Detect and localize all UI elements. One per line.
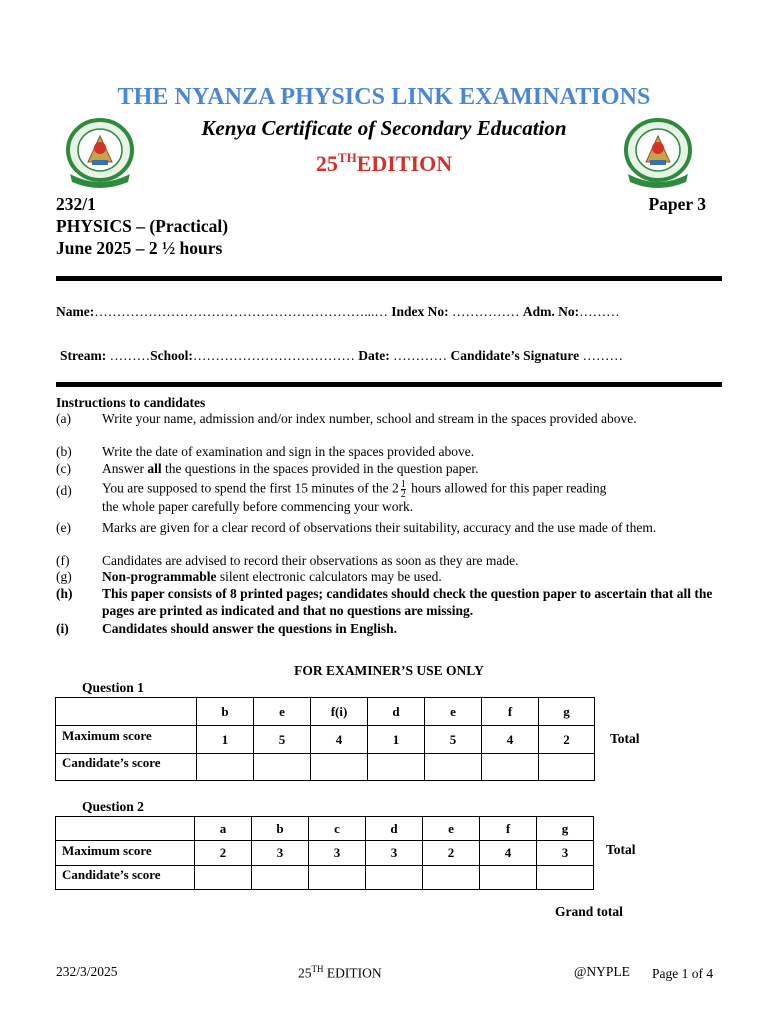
- candidate-score-label: Candidate’s score: [56, 754, 197, 781]
- max-score-cell: 5: [425, 726, 482, 754]
- max-score-cell: 3: [309, 841, 366, 866]
- divider-top: [56, 276, 722, 281]
- instruction-key: (b): [56, 444, 72, 459]
- max-score-cell: 3: [252, 841, 309, 866]
- signature-field[interactable]: ………: [582, 348, 624, 363]
- table-row: [56, 817, 594, 841]
- instruction-text: Non-programmable silent electronic calculators may be used.: [102, 569, 442, 584]
- candidate-fields-row-2: [60, 348, 623, 364]
- table-row: [56, 726, 595, 754]
- edition-number: 25: [315, 151, 338, 176]
- index-field[interactable]: ……………: [452, 304, 520, 319]
- max-score-cell: 2: [195, 841, 252, 866]
- instruction-text: Candidates should answer the questions in English.: [102, 621, 397, 636]
- instruction-text: You are supposed to spend the first 15 minutes of the 2 $\frac{1}{2}$ hours allowed for this paper reading the whole paper carefully before commencing your work.: [102, 479, 607, 514]
- instruction-key: (i): [56, 621, 69, 636]
- instruction-text: Write your name, admission and/or index number, school and stream in the spaces provided above.: [102, 411, 637, 426]
- date-field[interactable]: …………: [393, 348, 448, 363]
- max-score-cell: 4: [480, 841, 537, 866]
- part-header: e: [425, 698, 482, 726]
- table-row: [56, 698, 595, 726]
- part-header: d: [366, 817, 423, 841]
- max-score-cell: 3: [537, 841, 594, 866]
- candidate-score-cell[interactable]: [309, 866, 366, 890]
- instruction-text: Marks are given for a clear record of observations their suitability, accuracy and the use made of them.: [102, 520, 657, 535]
- instruction-item: [56, 553, 726, 570]
- school-crest-left-icon: [62, 116, 138, 192]
- question-2-score-table: [55, 816, 594, 890]
- instruction-key: (a): [56, 411, 71, 426]
- instruction-item: [56, 411, 726, 444]
- table-row: [56, 841, 594, 866]
- grand-total-label: Grand total: [555, 904, 623, 919]
- instruction-key: (e): [56, 520, 71, 535]
- part-header: g: [539, 698, 595, 726]
- candidate-score-cell[interactable]: [197, 754, 254, 781]
- candidate-score-cell[interactable]: [195, 866, 252, 890]
- adm-label: Adm. No:: [522, 304, 580, 319]
- instruction-text: Answer all the questions in the spaces provided in the question paper.: [102, 461, 479, 476]
- school-field[interactable]: ………………………………: [192, 348, 355, 363]
- instruction-item: [56, 569, 726, 586]
- footer-code: 232/3/2025: [56, 964, 118, 979]
- max-score-cell: 5: [254, 726, 311, 754]
- kcse-subtitle: Kenya Certificate of Secondary Education: [201, 116, 567, 140]
- part-header: b: [197, 698, 254, 726]
- candidate-score-cell[interactable]: [425, 754, 482, 781]
- max-score-cell: 2: [423, 841, 480, 866]
- stream-label: Stream:: [60, 348, 107, 363]
- instruction-key: (d): [56, 483, 72, 498]
- part-header: e: [423, 817, 480, 841]
- max-score-cell: 1: [368, 726, 425, 754]
- instruction-text: Write the date of examination and sign in the spaces provided above.: [102, 444, 475, 459]
- divider-bottom: [56, 382, 722, 387]
- index-label: Index No:: [391, 304, 449, 319]
- instruction-key: (g): [56, 569, 72, 584]
- question-1-label: Question 1: [82, 680, 144, 695]
- max-score-cell: 4: [311, 726, 368, 754]
- instruction-text: Candidates are advised to record their observations as soon as they are made.: [102, 553, 519, 568]
- table-row: [56, 866, 594, 890]
- paper-number: Paper 3: [648, 194, 706, 214]
- question-1-score-table: [55, 697, 595, 781]
- instruction-item: [56, 586, 726, 619]
- candidate-score-cell[interactable]: [537, 866, 594, 890]
- footer-edition: 25TH EDITION: [298, 964, 382, 981]
- exam-banner-title: THE NYANZA PHYSICS LINK EXAMINATIONS: [117, 84, 651, 110]
- part-header: f(i): [311, 698, 368, 726]
- max-score-cell: 1: [197, 726, 254, 754]
- page-number: Page 1 of 4: [652, 966, 714, 981]
- signature-label: Candidate’s Signature: [450, 348, 580, 363]
- max-score-label: Maximum score: [56, 841, 195, 866]
- part-header: d: [368, 698, 425, 726]
- candidate-score-cell[interactable]: [366, 866, 423, 890]
- candidate-score-cell[interactable]: [480, 866, 537, 890]
- instruction-text: This paper consists of 8 printed pages; candidates should check the question paper to ascertain that all the pages are printed as indicated and that no questions are missing.: [102, 586, 713, 618]
- max-score-label: Maximum score: [56, 726, 197, 754]
- instruction-key: (f): [56, 553, 70, 568]
- school-label: School:: [150, 348, 193, 363]
- instruction-item: [56, 444, 726, 461]
- part-header: f: [480, 817, 537, 841]
- candidate-score-cell[interactable]: [368, 754, 425, 781]
- candidate-score-cell[interactable]: [254, 754, 311, 781]
- subject-title: PHYSICS – (Practical): [56, 216, 229, 236]
- part-header: f: [482, 698, 539, 726]
- adm-field[interactable]: ………: [579, 304, 620, 319]
- exam-date-duration: June 2025 – 2 ½ hours: [56, 238, 223, 258]
- candidate-score-cell[interactable]: [423, 866, 480, 890]
- max-score-cell: 3: [366, 841, 423, 866]
- school-crest-right-icon: [620, 116, 696, 192]
- instruction-item: [56, 520, 726, 553]
- candidate-score-label: Candidate’s score: [56, 866, 195, 890]
- examiner-use-heading: FOR EXAMINER’S USE ONLY: [294, 663, 484, 678]
- fraction-half: $\frac{1}{2}$: [400, 479, 406, 500]
- table-row: [56, 754, 595, 781]
- instruction-item: [56, 621, 726, 638]
- instruction-key: (c): [56, 461, 71, 476]
- name-label: Name:: [56, 304, 95, 319]
- instruction-item: [56, 480, 726, 516]
- part-header: g: [537, 817, 594, 841]
- max-score-cell: 2: [539, 726, 595, 754]
- question-1-total-label: Total: [610, 731, 640, 746]
- instruction-item: [56, 461, 726, 478]
- footer-handle: @NYPLE: [574, 964, 630, 979]
- question-2-total-label: Total: [606, 842, 636, 857]
- table-cell: [56, 817, 195, 841]
- candidate-score-cell[interactable]: [252, 866, 309, 890]
- edition-superscript: TH: [337, 150, 357, 165]
- question-2-label: Question 2: [82, 799, 144, 814]
- candidate-score-cell[interactable]: [482, 754, 539, 781]
- candidate-fields-row-1: [56, 304, 620, 320]
- date-label: Date:: [358, 348, 390, 363]
- paper-code: 232/1: [56, 194, 96, 214]
- part-header: a: [195, 817, 252, 841]
- stream-field[interactable]: ………: [109, 348, 151, 363]
- part-header: b: [252, 817, 309, 841]
- table-cell: [56, 698, 197, 726]
- edition-word: EDITION: [356, 151, 453, 176]
- instruction-key: (h): [56, 586, 73, 601]
- name-field[interactable]: ……………………………………………………...…: [94, 304, 388, 319]
- part-header: e: [254, 698, 311, 726]
- max-score-cell: 4: [482, 726, 539, 754]
- instructions-heading: Instructions to candidates: [56, 395, 206, 410]
- part-header: c: [309, 817, 366, 841]
- candidate-score-cell[interactable]: [539, 754, 595, 781]
- candidate-score-cell[interactable]: [311, 754, 368, 781]
